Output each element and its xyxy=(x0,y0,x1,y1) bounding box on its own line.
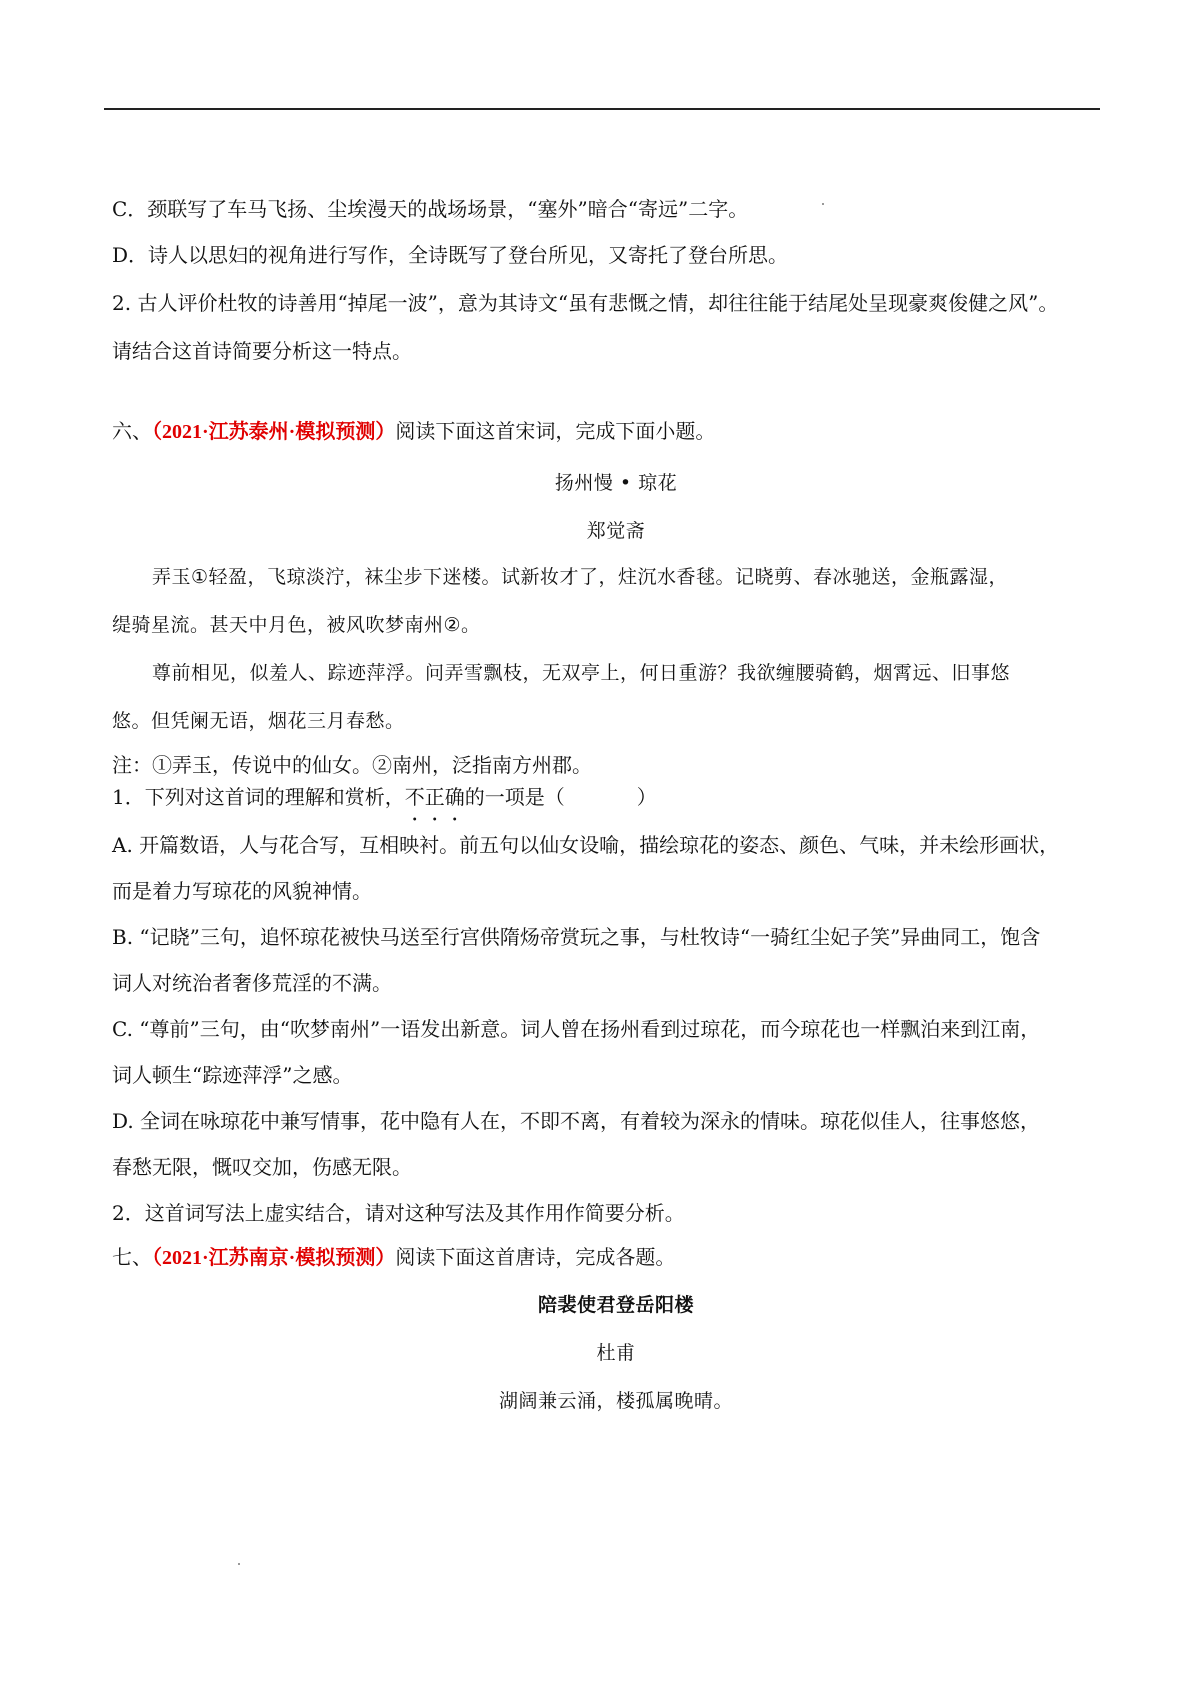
question-1-text-2: 的一项是（ xyxy=(464,785,565,809)
stanza-2-line-2: 悠。但凭阑无语，烟花三月春愁。 xyxy=(112,710,405,732)
section-6-number: 六、 xyxy=(112,419,152,443)
poem-author: 郑觉斋 xyxy=(586,520,646,542)
option-a-line-1: A. 开篇数语，人与花合写，互相映衬。前五句以仙女设喻，描绘琼花的姿态、颜色、气味，并未绘形画状， xyxy=(112,833,1060,857)
stanza-2-line-1: 尊前相见，似羞人、踪迹萍浮。问弄雪飘枝，无双亭上，何日重游？我欲缠腰骑鹤，烟霄远、旧事悠 xyxy=(152,662,1011,684)
poem-2-title: 陪裴使君登岳阳楼 xyxy=(537,1294,694,1316)
section-6-instruction: 阅读下面这首宋词，完成下面小题。 xyxy=(395,419,716,443)
scan-speck xyxy=(238,1563,240,1565)
poem-note: 注：①弄玉，传说中的仙女。②南州，泛指南方州郡。 xyxy=(112,753,592,777)
section-7-source: （2021·江苏南京·模拟预测） xyxy=(152,1247,396,1269)
poem-2-line-1: 湖阔兼云涌，楼孤属晚晴。 xyxy=(498,1390,733,1412)
question-2-prev: 2. 古人评价杜牧的诗善用“掉尾一波”，意为其诗文“虽有悲慨之情，却往往能于结尾处呈现豪爽俊健之风”。 xyxy=(112,291,1059,315)
question-1 xyxy=(112,784,1104,810)
option-c-prev: C．颈联写了车马飞扬、尘埃漫天的战场场景，“塞外”暗合“寄远”二字。 xyxy=(112,197,749,221)
emphasis-char: 正 xyxy=(424,785,445,809)
option-b-line-1: B. “记晓”三句，追怀琼花被快马送至行宫供隋炀帝赏玩之事，与杜牧诗“一骑红尘妃子笑”异曲同工，饱含 xyxy=(112,925,1041,949)
poem-2-author: 杜甫 xyxy=(596,1342,636,1364)
emphasis-not-correct xyxy=(405,785,465,809)
option-b-line-2: 词人对统治者奢侈荒淫的不满。 xyxy=(112,971,392,995)
question-1-close: ） xyxy=(636,785,657,809)
option-c-line-2: 词人顿生“踪迹萍浮”之感。 xyxy=(112,1063,353,1087)
stanza-1-line-1: 弄玉①轻盈，飞琼淡泞，袜尘步下迷楼。试新妆才了，炷沉水香毬。记晓剪、春冰驰送，金瓶露湿， xyxy=(152,566,1009,588)
poem-title: 扬州慢 • 琼花 xyxy=(554,472,678,494)
section-6-source: （2021·江苏泰州·模拟预测） xyxy=(152,421,396,443)
emphasis-char: 确 xyxy=(444,785,465,809)
question-1-text: 1．下列对这首词的理解和赏析， xyxy=(112,785,405,809)
emphasis-char: 不 xyxy=(404,785,425,809)
option-c-line-1: C. “尊前”三句，由“吹梦南州”一语发出新意。词人曾在扬州看到过琼花，而今琼花也一样飘泊来到江南， xyxy=(112,1017,1041,1041)
option-a-line-2: 而是着力写琼花的风貌神情。 xyxy=(112,879,372,903)
stanza-1-line-2: 缇骑星流。甚天中月色，被风吹梦南州②。 xyxy=(112,614,481,636)
section-7-number: 七、 xyxy=(112,1245,152,1269)
scan-speck xyxy=(822,203,824,205)
question-2: 2．这首词写法上虚实结合，请对这种写法及其作用作简要分析。 xyxy=(112,1201,685,1225)
header-rule xyxy=(104,108,1100,110)
option-d-line-1: D. 全词在咏琼花中兼写情事，花中隐有人在，不即不离，有着较为深永的情味。琼花似佳人，往事悠悠， xyxy=(112,1109,1041,1133)
option-d-prev: D．诗人以思妇的视角进行写作，全诗既写了登台所见，又寄托了登台所思。 xyxy=(112,243,789,267)
section-7-instruction: 阅读下面这首唐诗，完成各题。 xyxy=(395,1245,676,1269)
option-d-line-2: 春愁无限，慨叹交加，伤感无限。 xyxy=(112,1155,412,1179)
question-2-prev-cont: 请结合这首诗简要分析这一特点。 xyxy=(112,339,412,363)
document-body xyxy=(112,196,1104,1414)
section-6-heading xyxy=(112,418,1104,444)
section-7-heading xyxy=(112,1244,1104,1270)
